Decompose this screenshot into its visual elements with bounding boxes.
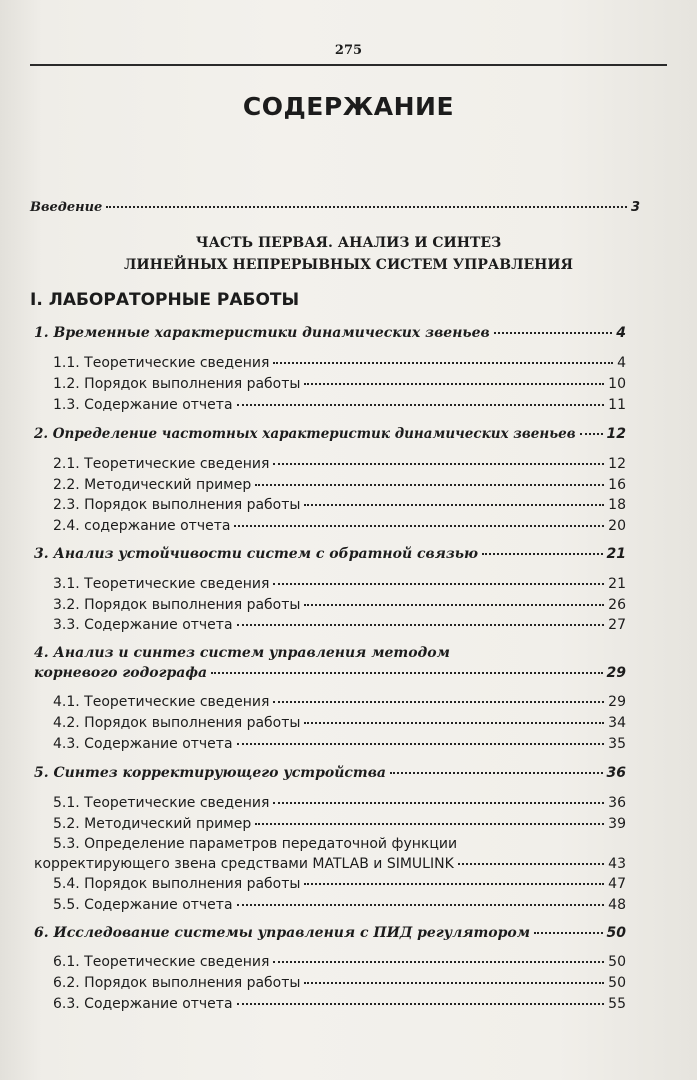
toc-section-5-4[interactable]	[53, 876, 626, 892]
toc-section-5-3[interactable]	[34, 856, 626, 872]
leader-dots	[304, 504, 604, 506]
toc-section-label: 1.3. Содержание отчета	[53, 397, 233, 413]
toc-chapter-label: 1. Временные характеристики динамических звеньев	[34, 325, 490, 341]
toc-chapter-3[interactable]	[34, 546, 626, 562]
toc-chapter-page: 29	[606, 665, 626, 681]
toc-section-label: 4.2. Порядок выполнения работы	[53, 715, 301, 731]
lab-works-heading: I. ЛАБОРАТОРНЫЕ РАБОТЫ	[30, 290, 300, 310]
leader-dots	[211, 672, 602, 674]
leader-dots	[304, 982, 604, 984]
leader-dots	[237, 404, 605, 406]
leader-dots	[482, 553, 602, 555]
leader-dots	[234, 525, 604, 527]
toc-section-page: 10	[608, 376, 626, 392]
toc-section-page: 26	[608, 597, 626, 613]
toc-section-page: 35	[608, 736, 626, 752]
toc-section-page: 12	[608, 456, 626, 472]
toc-chapter-4[interactable]	[34, 665, 626, 681]
leader-dots	[237, 624, 605, 626]
toc-section-page: 34	[608, 715, 626, 731]
toc-section-6-1[interactable]	[53, 954, 626, 970]
toc-section-label: корректирующего звена средствами MATLAB и SIMULINK	[34, 856, 454, 872]
toc-section-page: 43	[608, 856, 626, 872]
part-heading	[60, 232, 637, 276]
toc-section-page: 20	[608, 518, 626, 534]
toc-section-label: 6.2. Порядок выполнения работы	[53, 975, 301, 991]
leader-dots	[106, 206, 627, 208]
toc-section-label: 6.1. Теоретические сведения	[53, 954, 270, 970]
toc-section-page: 4	[617, 355, 626, 371]
toc-chapter-4-line1[interactable]: 4. Анализ и синтез систем управления методом	[34, 645, 450, 661]
toc-section-label: 2.3. Порядок выполнения работы	[53, 497, 301, 513]
page-number: 275	[334, 43, 363, 58]
toc-chapter-label: 5. Синтез корректирующего устройства	[34, 765, 386, 781]
leader-dots	[304, 604, 604, 606]
toc-section-1-2[interactable]	[53, 376, 626, 392]
toc-section-6-3[interactable]	[53, 996, 626, 1012]
toc-section-2-3[interactable]	[53, 497, 626, 513]
toc-section-label: 1.1. Теоретические сведения	[53, 355, 270, 371]
toc-chapter-page: 12	[606, 426, 626, 442]
header-rule	[30, 64, 667, 66]
part-heading-line1: ЧАСТЬ ПЕРВАЯ. АНАЛИЗ И СИНТЕЗ	[195, 235, 502, 251]
leader-dots	[273, 802, 604, 804]
leader-dots	[534, 932, 602, 934]
part-heading-line2: ЛИНЕЙНЫХ НЕПРЕРЫВНЫХ СИСТЕМ УПРАВЛЕНИЯ	[124, 257, 573, 273]
leader-dots	[273, 463, 604, 465]
toc-entry-page: 3	[630, 200, 640, 215]
toc-section-page: 47	[608, 876, 626, 892]
toc-chapter-label: 6. Исследование системы управления с ПИД регулятором	[34, 925, 531, 941]
toc-section-4-2[interactable]	[53, 715, 626, 731]
leader-dots	[237, 1003, 605, 1005]
toc-section-label: 6.3. Содержание отчета	[53, 996, 233, 1012]
toc-section-page: 55	[608, 996, 626, 1012]
toc-chapter-1[interactable]	[34, 325, 626, 341]
leader-dots	[255, 823, 604, 825]
toc-section-label: 5.5. Содержание отчета	[53, 897, 233, 913]
toc-section-label: 3.3. Содержание отчета	[53, 617, 233, 633]
toc-section-page: 21	[608, 576, 626, 592]
toc-section-label: 2.4. содержание отчета	[53, 518, 231, 534]
toc-section-6-2[interactable]	[53, 975, 626, 991]
toc-section-5-3-line1[interactable]: 5.3. Определение параметров передаточной функции	[53, 836, 458, 852]
leader-dots	[390, 772, 603, 774]
leader-dots	[273, 583, 604, 585]
toc-section-label: 4.3. Содержание отчета	[53, 736, 233, 752]
toc-section-3-1[interactable]	[53, 576, 626, 592]
toc-section-page: 50	[608, 975, 626, 991]
toc-section-3-2[interactable]	[53, 597, 626, 613]
toc-section-5-1[interactable]	[53, 795, 626, 811]
leader-dots	[273, 961, 604, 963]
toc-section-4-3[interactable]	[53, 736, 626, 752]
toc-section-page: 50	[608, 954, 626, 970]
toc-section-label: 2.1. Теоретические сведения	[53, 456, 270, 472]
toc-section-page: 29	[608, 694, 626, 710]
toc-section-2-2[interactable]	[53, 477, 626, 493]
leader-dots	[273, 362, 613, 364]
toc-chapter-page: 36	[606, 765, 626, 781]
leader-dots	[580, 433, 603, 435]
toc-chapter-2[interactable]	[34, 426, 626, 442]
toc-section-page: 48	[608, 897, 626, 913]
toc-section-label: 5.2. Методический пример	[53, 816, 252, 832]
toc-chapter-label: корневого годографа	[34, 665, 208, 681]
toc-chapter-page: 21	[606, 546, 626, 562]
toc-section-label: 5.1. Теоретические сведения	[53, 795, 270, 811]
toc-entry-label: Введение	[30, 200, 103, 215]
toc-section-page: 11	[608, 397, 626, 413]
leader-dots	[494, 332, 613, 334]
leader-dots	[255, 484, 604, 486]
toc-section-label: 2.2. Методический пример	[53, 477, 252, 493]
page-title: СОДЕРЖАНИЕ	[242, 92, 455, 121]
toc-chapter-page: 4	[616, 325, 626, 341]
toc-section-1-3[interactable]	[53, 397, 626, 413]
toc-section-4-1[interactable]	[53, 694, 626, 710]
toc-section-page: 27	[608, 617, 626, 633]
toc-section-label: 3.2. Порядок выполнения работы	[53, 597, 301, 613]
toc-section-1-1[interactable]	[53, 355, 626, 371]
leader-dots	[304, 383, 604, 385]
toc-chapter-5[interactable]	[34, 765, 626, 781]
toc-section-2-1[interactable]	[53, 456, 626, 472]
toc-section-5-5[interactable]	[53, 897, 626, 913]
toc-section-page: 16	[608, 477, 626, 493]
toc-section-page: 18	[608, 497, 626, 513]
toc-section-2-4[interactable]	[53, 518, 626, 534]
toc-section-label: 4.1. Теоретические сведения	[53, 694, 270, 710]
toc-section-5-2[interactable]	[53, 816, 626, 832]
toc-chapter-label: 2. Определение частотных характеристик динамических звеньев	[34, 426, 576, 442]
toc-chapter-6[interactable]	[34, 925, 626, 941]
toc-section-3-3[interactable]	[53, 617, 626, 633]
leader-dots	[273, 701, 604, 703]
leader-dots	[304, 883, 604, 885]
toc-section-page: 39	[608, 816, 626, 832]
toc-section-label: 1.2. Порядок выполнения работы	[53, 376, 301, 392]
toc-section-page: 36	[608, 795, 626, 811]
toc-section-label: 5.4. Порядок выполнения работы	[53, 876, 301, 892]
toc-section-label: 3.1. Теоретические сведения	[53, 576, 270, 592]
leader-dots	[237, 743, 605, 745]
leader-dots	[304, 722, 604, 724]
toc-chapter-label: 3. Анализ устойчивости систем с обратной связью	[34, 546, 479, 562]
toc-chapter-page: 50	[606, 925, 626, 941]
toc-entry-intro[interactable]	[30, 200, 640, 215]
leader-dots	[237, 904, 605, 906]
leader-dots	[458, 863, 604, 865]
